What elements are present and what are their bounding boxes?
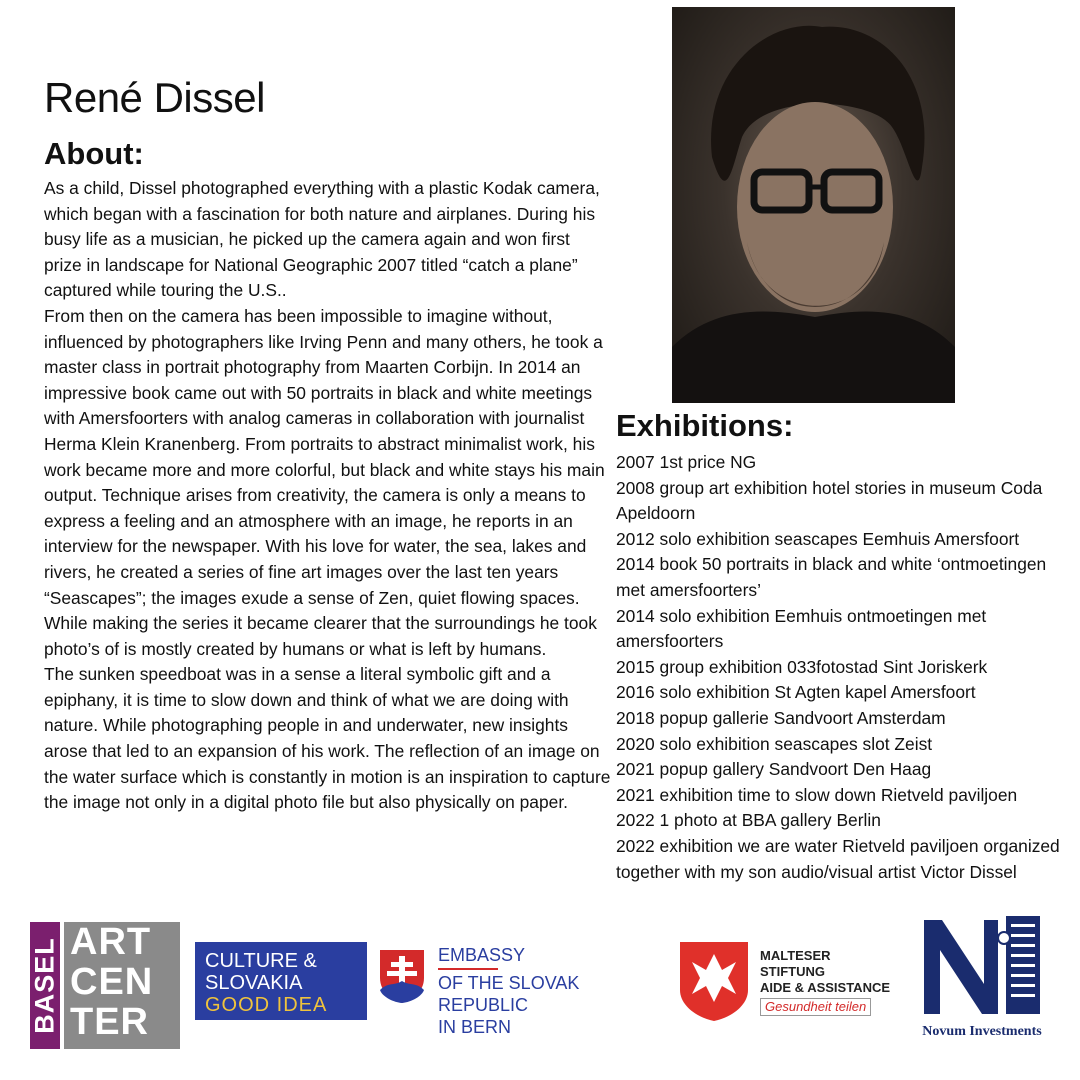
maltese-cross-icon — [678, 940, 750, 1022]
novum-n-building-icon — [920, 914, 1044, 1018]
basel-logo-text: BASEL — [29, 937, 60, 1034]
about-text — [44, 176, 612, 816]
about-paragraph: The sunken speedboat was in a sense a literal symbolic gift and a epiphany, it is time to slow down and think of what we are doing with nature. While photographing people in and underwater, new insights arose that led to an expansion of his work. The reflection of an image on the water surface which is constantly in motion is an inspiration to capture the image not only in a digital photo file but also physically on paper. — [44, 664, 611, 813]
artist-name: René Dissel — [44, 74, 265, 121]
art-center-line: ART — [70, 921, 152, 963]
exhibition-item: 2016 solo exhibition St Agten kapel Amersfoort — [616, 682, 976, 703]
slovak-coat-of-arms-icon — [378, 948, 426, 1004]
about-paragraph: From then on the camera has been impossible to imagine without, influenced by photographers like Irving Penn and many others, he took a master class in portrait photography from Maarten Corbijn. In 2014 an impressive book came out with 50 portraits in black and white meetings with Amersfoorters with analog cameras in collaboration with journalist Herma Klein Kranenberg. From portraits to abstract minimalist work, his work became more and more colorful, but black and white stays his main output. Technique arises from creativity, the camera is only a means to express a feeling and an atmosphere with an image, he reports in an interview for the newspaper. With his love for water, the sea, lakes and rivers, he created a series of fine art images over the last ten years “Seascapes”; the images exude a sense of Zen, quiet flowing spaces. While making the series it became clearer that the surroundings he took photo’s of is mostly created by humans or what is left by humans. — [44, 305, 605, 659]
art-center-line: TER — [70, 1001, 149, 1043]
portrait-illustration — [672, 7, 955, 403]
exhibitions-heading: Exhibitions: — [616, 408, 794, 443]
malteser-logo: MALTESER STIFTUNG AIDE & ASSISTANCE Gesundheit teilen — [678, 940, 893, 1022]
exhibition-item: 2020 solo exhibition seascapes slot Zeist — [616, 733, 933, 754]
exhibition-item: 2012 solo exhibition seascapes Eemhuis Amersfoort — [616, 528, 1020, 549]
about-heading: About: — [44, 136, 144, 171]
novum-investments-logo: Novum Investments — [920, 914, 1044, 1040]
artist-portrait-photo — [672, 7, 955, 403]
exhibition-item: 2014 book 50 portraits in black and white ‘ontmoetingen met amersfoorters’ — [616, 554, 1047, 600]
exhibition-item: 2015 group exhibition 033fotostad Sint Joriskerk — [616, 656, 988, 677]
exhibitions-list — [616, 450, 1076, 885]
exhibition-item: 2022 exhibition we are water Rietveld paviljoen organized together with my son audio/visual artist Victor Dissel — [616, 835, 1060, 882]
exhibition-item: 2008 group art exhibition hotel stories in museum Coda Apeldoorn — [616, 477, 1043, 524]
exhibition-item: 2022 1 photo at BBA gallery Berlin — [616, 810, 881, 831]
exhibition-item: 2018 popup gallerie Sandvoort Amsterdam — [616, 707, 946, 728]
basel-art-center-logo — [30, 922, 180, 1049]
about-paragraph: As a child, Dissel photographed everything with a plastic Kodak camera, which began with a fascination for both nature and airplanes. During his busy life as a musician, he picked up the camera again and won first prize in landscape for National Geographic 2007 titled “catch a plane” captured while touring the U.S.. — [44, 178, 600, 301]
culture-slovakia-logo: CULTURE & SLOVAKIA GOOD IDEA — [195, 942, 367, 1020]
slovak-embassy-logo: EMBASSY OF THE SLOVAK REPUBLIC IN BERN — [378, 944, 668, 1014]
exhibition-item: 2014 solo exhibition Eemhuis ontmoetingen met amersfoorters — [616, 605, 987, 652]
art-center-line: CEN — [70, 961, 154, 1003]
exhibition-item: 2007 1st price NG — [616, 452, 757, 472]
exhibition-item: 2021 popup gallery Sandvoort Den Haag — [616, 759, 932, 780]
exhibition-item: 2021 exhibition time to slow down Rietveld paviljoen — [616, 784, 1018, 805]
